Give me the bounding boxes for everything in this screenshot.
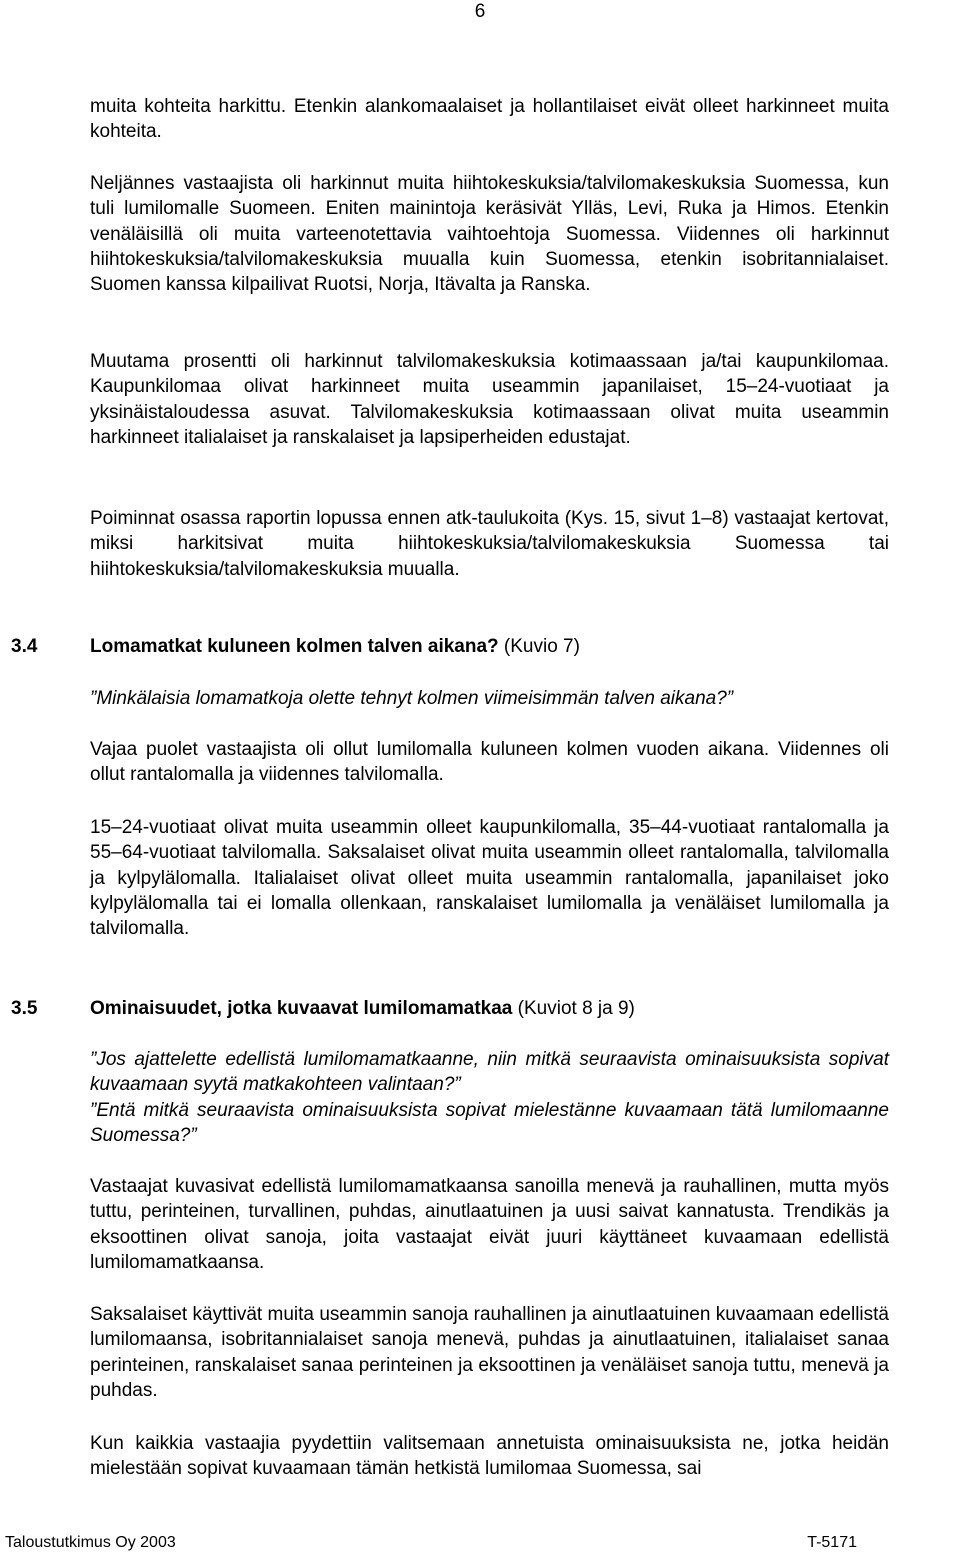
section-reference: (Kuviot 8 ja 9) <box>517 998 635 1019</box>
section-heading-3-5 <box>11 996 889 1021</box>
paragraph-3-5-2: Saksalaiset käyttivät muita useammin sanoja rauhallinen ja ainutlaatuinen kuvaamaan edellistä lumilomaansa, isobritannialaiset sanoja menevä, puhdas ja ainutlaatuinen, italialaiset sanaa perinteinen, ranskalaiset sanaa perinteinen ja eksoottinen ja venäläiset sanoja tuttu, menevä ja puhdas. <box>90 1304 889 1401</box>
survey-question: ”Minkälaisia lomamatkoja olette tehnyt kolmen viimeisimmän talven aikana?” <box>90 688 734 709</box>
survey-question-1: ”Jos ajattelette edellistä lumilomamatkaanne, niin mitkä seuraavista ominaisuuksista sopivat kuvaamaan syytä matkakohteen valintaan?” <box>90 1049 889 1096</box>
section-title: Ominaisuudet, jotka kuvaavat lumilomamatkaa <box>90 998 513 1019</box>
paragraph-intro-4: Poiminnat osassa raportin lopussa ennen atk-taulukoita (Kys. 15, sivut 1–8) vastaajat kertovat, miksi harkitsivat muita hiihtokeskuksia/talvilomakeskuksia Suomessa tai hiihtokeskuksia/talvilomakeskuksia muualla. <box>90 508 889 580</box>
paragraph-intro-1: muita kohteita harkittu. Etenkin alankomaalaiset ja hollantilaiset eivät olleet harkinneet muita kohteita. <box>90 96 889 143</box>
section-reference: (Kuvio 7) <box>503 636 580 657</box>
section-number: 3.4 <box>11 636 38 657</box>
survey-question-2: ”Entä mitkä seuraavista ominaisuuksista sopivat mielestänne kuvaamaan tätä lumilomaanne Suomessa?” <box>90 1099 889 1146</box>
paragraph-3-4-2: 15–24-vuotiaat olivat muita useammin olleet kaupunkilomalla, 35–44-vuotiaat rantalomalla ja 55–64-vuotiaat talvilomalla. Saksalaiset olivat muita useammin olleet rantalomalla, talvilomalla ja kylpylälomalla. Italialaiset olivat olleet muita useammin rantalomalla, japanilaiset joko kylpylälomalla tai ei lomalla ollenkaan, ranskalaiset lumilomalla ja venäläiset lumilomalla ja talvilomalla. <box>90 817 889 940</box>
page-number: 6 <box>474 1 486 22</box>
paragraph-3-5-3: Kun kaikkia vastaajia pyydettiin valitsemaan annetuista ominaisuuksista ne, jotka heidän mielestään sopivat kuvaamaan tämän hetkistä lumilomaa Suomessa, sai <box>90 1433 889 1480</box>
footer-publisher: Taloustutkimus Oy 2003 <box>5 1534 176 1551</box>
section-title: Lomamatkat kuluneen kolmen talven aikana? <box>90 636 499 657</box>
section-number: 3.5 <box>11 998 38 1019</box>
paragraph-3-5-1: Vastaajat kuvasivat edellistä lumilomamatkaansa sanoilla menevä ja rauhallinen, mutta myös tuttu, perinteinen, turvallinen, puhdas, ainutlaatuinen ja uusi saivat kannatusta. Trendikäs ja eksoottinen olivat sanoja, joita vastaajat eivät juuri käyttäneet kuvaamaan edellistä lumilomamatkaansa. <box>90 1176 889 1273</box>
survey-questions <box>90 1047 889 1148</box>
paragraph-intro-3: Muutama prosentti oli harkinnut talvilomakeskuksia kotimaassaan ja/tai kaupunkilomaa. Kaupunkilomaa olivat harkinneet muita useammin japanilaiset, 15–24-vuotiaat ja yksinäistaloudessa asuvat. Talvilomakeskuksia kotimaassaan olivat muita useammin harkinneet italialaiset ja ranskalaiset ja lapsiperheiden edustajat. <box>90 351 889 448</box>
paragraph-intro-2: Neljännes vastaajista oli harkinnut muita hiihtokeskuksia/talvilomakeskuksia Suomessa, kun tuli lumilomalle Suomeen. Eniten mainintoja keräsivät Ylläs, Levi, Ruka ja Himos. Etenkin venäläisillä oli muita varteenotettavia vaihtoehtoja Suomessa. Viidennes oli harkinnut hiihtokeskuksia/talvilomakeskuksia muualla kuin Suomessa, etenkin isobritannialaiset. Suomen kanssa kilpailivat Ruotsi, Norja, Itävalta ja Ranska. <box>90 173 889 296</box>
paragraph-3-4-1: Vajaa puolet vastaajista oli ollut lumilomalla kuluneen kolmen vuoden aikana. Viidennes oli ollut rantalomalla ja viidennes talvilomalla. <box>90 739 889 786</box>
footer-report-code: T-5171 <box>807 1534 857 1551</box>
section-heading-3-4 <box>11 634 889 659</box>
